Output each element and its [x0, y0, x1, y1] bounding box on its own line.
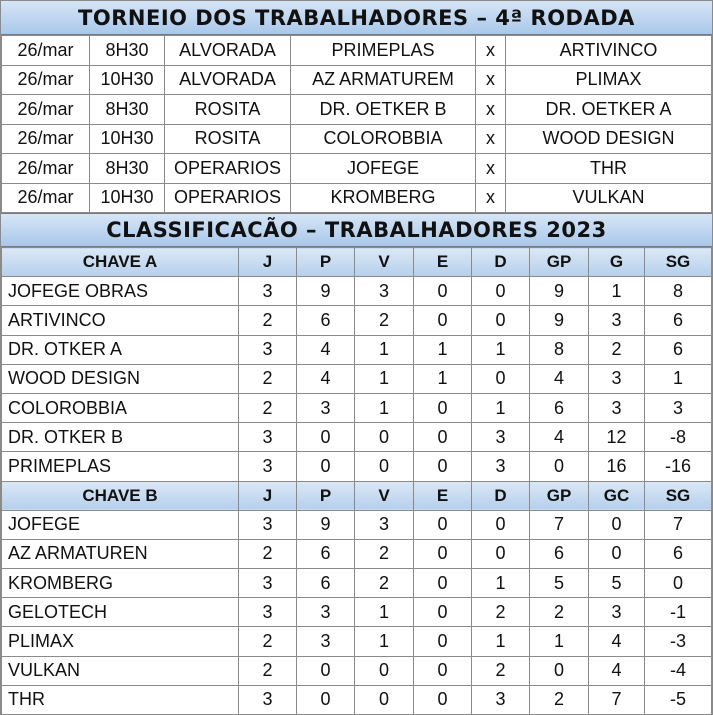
stat-cell: 0: [414, 627, 472, 656]
stat-cell: 1: [355, 364, 414, 393]
column-header: GC: [589, 481, 645, 510]
stat-cell: 0: [297, 656, 355, 685]
team-name: DR. OTKER A: [2, 335, 239, 364]
stat-cell: 2: [472, 598, 530, 627]
column-header: D: [472, 248, 530, 277]
stat-cell: 6: [530, 393, 589, 422]
classification-title: CLASSIFICACÃO – TRABALHADORES 2023: [1, 213, 712, 247]
match-row: [2, 154, 712, 184]
column-header: P: [297, 481, 355, 510]
match-away-team: DR. OETKER A: [506, 95, 712, 125]
column-header: V: [355, 248, 414, 277]
stat-cell: 0: [355, 452, 414, 481]
stat-cell: 0: [414, 393, 472, 422]
match-home-team: AZ ARMATUREM: [291, 65, 476, 95]
group-header-row: [2, 481, 712, 510]
match-versus: x: [476, 36, 506, 66]
team-name: DR. OTKER B: [2, 423, 239, 452]
match-time: 8H30: [90, 36, 165, 66]
stat-cell: 6: [297, 306, 355, 335]
team-name: KROMBERG: [2, 569, 239, 598]
group-name: CHAVE A: [2, 248, 239, 277]
standings-row: [2, 656, 712, 685]
standings-row: [2, 569, 712, 598]
match-date: 26/mar: [2, 65, 90, 95]
team-name: JOFEGE: [2, 510, 239, 539]
stat-cell: 16: [589, 452, 645, 481]
match-versus: x: [476, 95, 506, 125]
stat-cell: 0: [472, 510, 530, 539]
match-away-team: ARTIVINCO: [506, 36, 712, 66]
stat-cell: 2: [239, 627, 297, 656]
match-date: 26/mar: [2, 95, 90, 125]
standings-row: [2, 393, 712, 422]
stat-cell: -8: [645, 423, 712, 452]
stat-cell: 6: [645, 306, 712, 335]
stat-cell: 0: [589, 539, 645, 568]
match-versus: x: [476, 183, 506, 213]
match-venue: OPERARIOS: [165, 154, 291, 184]
team-name: VULKAN: [2, 656, 239, 685]
stat-cell: 0: [414, 539, 472, 568]
column-header: D: [472, 481, 530, 510]
team-name: ARTIVINCO: [2, 306, 239, 335]
stat-cell: 0: [414, 656, 472, 685]
stat-cell: 2: [530, 685, 589, 714]
stat-cell: 2: [355, 569, 414, 598]
match-home-team: KROMBERG: [291, 183, 476, 213]
match-date: 26/mar: [2, 36, 90, 66]
match-away-team: THR: [506, 154, 712, 184]
stat-cell: 6: [645, 539, 712, 568]
stat-cell: -4: [645, 656, 712, 685]
stat-cell: 4: [530, 364, 589, 393]
stat-cell: 2: [472, 656, 530, 685]
match-venue: ALVORADA: [165, 36, 291, 66]
stat-cell: 3: [589, 598, 645, 627]
stat-cell: 5: [530, 569, 589, 598]
stat-cell: 2: [530, 598, 589, 627]
stat-cell: 7: [645, 510, 712, 539]
team-name: COLOROBBIA: [2, 393, 239, 422]
standings-row: [2, 685, 712, 714]
match-time: 8H30: [90, 95, 165, 125]
stat-cell: 0: [414, 569, 472, 598]
stat-cell: 1: [645, 364, 712, 393]
stat-cell: 3: [589, 306, 645, 335]
stat-cell: 6: [645, 335, 712, 364]
stat-cell: 4: [297, 364, 355, 393]
tournament-title: TORNEIO DOS TRABALHADORES – 4ª RODADA: [1, 1, 712, 35]
stat-cell: -16: [645, 452, 712, 481]
match-venue: OPERARIOS: [165, 183, 291, 213]
stat-cell: 0: [472, 364, 530, 393]
stat-cell: 3: [355, 277, 414, 306]
stat-cell: 0: [355, 423, 414, 452]
stat-cell: 0: [472, 539, 530, 568]
stat-cell: -3: [645, 627, 712, 656]
column-header: SG: [645, 481, 712, 510]
match-row: [2, 36, 712, 66]
stat-cell: 9: [297, 510, 355, 539]
match-away-team: PLIMAX: [506, 65, 712, 95]
stat-cell: 0: [414, 510, 472, 539]
stat-cell: 3: [239, 277, 297, 306]
stat-cell: 1: [472, 335, 530, 364]
match-venue: ROSITA: [165, 95, 291, 125]
stat-cell: 0: [414, 452, 472, 481]
stat-cell: 0: [589, 510, 645, 539]
stat-cell: 1: [472, 569, 530, 598]
stat-cell: 4: [530, 423, 589, 452]
match-versus: x: [476, 154, 506, 184]
match-time: 8H30: [90, 154, 165, 184]
standings-table: [1, 247, 712, 715]
stat-cell: 3: [239, 452, 297, 481]
stat-cell: 2: [355, 306, 414, 335]
stat-cell: 1: [530, 627, 589, 656]
match-home-team: COLOROBBIA: [291, 124, 476, 154]
stat-cell: 2: [589, 335, 645, 364]
stat-cell: 3: [297, 393, 355, 422]
standings-row: [2, 423, 712, 452]
match-away-team: WOOD DESIGN: [506, 124, 712, 154]
stat-cell: 3: [472, 423, 530, 452]
stat-cell: 1: [355, 335, 414, 364]
column-header: GP: [530, 248, 589, 277]
stat-cell: 7: [589, 685, 645, 714]
stat-cell: 0: [355, 656, 414, 685]
stat-cell: 3: [239, 423, 297, 452]
column-header: G: [589, 248, 645, 277]
stat-cell: 0: [645, 569, 712, 598]
stat-cell: 2: [239, 393, 297, 422]
standings-row: [2, 539, 712, 568]
stat-cell: 1: [414, 364, 472, 393]
stat-cell: 0: [297, 452, 355, 481]
stat-cell: 6: [297, 569, 355, 598]
stat-cell: 4: [589, 656, 645, 685]
stat-cell: 0: [472, 277, 530, 306]
standings-row: [2, 335, 712, 364]
stat-cell: 1: [355, 598, 414, 627]
stat-cell: 6: [530, 539, 589, 568]
stat-cell: 3: [589, 364, 645, 393]
team-name: PLIMAX: [2, 627, 239, 656]
team-name: JOFEGE OBRAS: [2, 277, 239, 306]
stat-cell: 6: [297, 539, 355, 568]
match-row: [2, 65, 712, 95]
match-time: 10H30: [90, 183, 165, 213]
standings-row: [2, 510, 712, 539]
stat-cell: 0: [355, 685, 414, 714]
match-date: 26/mar: [2, 154, 90, 184]
stat-cell: 0: [414, 277, 472, 306]
standings-row: [2, 306, 712, 335]
stat-cell: 2: [355, 539, 414, 568]
stat-cell: 0: [414, 598, 472, 627]
stat-cell: 3: [297, 627, 355, 656]
team-name: WOOD DESIGN: [2, 364, 239, 393]
stat-cell: 1: [355, 627, 414, 656]
stat-cell: 3: [239, 685, 297, 714]
stat-cell: 2: [239, 656, 297, 685]
match-row: [2, 124, 712, 154]
column-header: SG: [645, 248, 712, 277]
column-header: E: [414, 481, 472, 510]
match-versus: x: [476, 65, 506, 95]
stat-cell: 1: [414, 335, 472, 364]
stat-cell: 2: [239, 539, 297, 568]
match-time: 10H30: [90, 124, 165, 154]
match-versus: x: [476, 124, 506, 154]
team-name: PRIMEPLAS: [2, 452, 239, 481]
stat-cell: 7: [530, 510, 589, 539]
stat-cell: 3: [239, 598, 297, 627]
match-date: 26/mar: [2, 183, 90, 213]
standings-row: [2, 277, 712, 306]
stat-cell: -1: [645, 598, 712, 627]
standings-row: [2, 627, 712, 656]
stat-cell: 9: [530, 306, 589, 335]
stat-cell: 3: [472, 685, 530, 714]
stat-cell: 0: [297, 423, 355, 452]
match-time: 10H30: [90, 65, 165, 95]
stat-cell: 3: [589, 393, 645, 422]
match-row: [2, 95, 712, 125]
stat-cell: 0: [414, 306, 472, 335]
column-header: GP: [530, 481, 589, 510]
column-header: E: [414, 248, 472, 277]
team-name: GELOTECH: [2, 598, 239, 627]
stat-cell: 3: [239, 335, 297, 364]
stat-cell: 9: [530, 277, 589, 306]
stat-cell: 8: [530, 335, 589, 364]
match-date: 26/mar: [2, 124, 90, 154]
match-home-team: DR. OETKER B: [291, 95, 476, 125]
column-header: P: [297, 248, 355, 277]
stat-cell: 9: [297, 277, 355, 306]
stat-cell: 1: [355, 393, 414, 422]
stat-cell: 0: [472, 306, 530, 335]
stat-cell: 4: [297, 335, 355, 364]
match-row: [2, 183, 712, 213]
stat-cell: 3: [645, 393, 712, 422]
match-venue: ROSITA: [165, 124, 291, 154]
stat-cell: 5: [589, 569, 645, 598]
standings-row: [2, 598, 712, 627]
team-name: AZ ARMATUREN: [2, 539, 239, 568]
stat-cell: -5: [645, 685, 712, 714]
match-home-team: JOFEGE: [291, 154, 476, 184]
stat-cell: 3: [355, 510, 414, 539]
match-away-team: VULKAN: [506, 183, 712, 213]
match-venue: ALVORADA: [165, 65, 291, 95]
stat-cell: 0: [530, 452, 589, 481]
stat-cell: 3: [239, 510, 297, 539]
match-home-team: PRIMEPLAS: [291, 36, 476, 66]
group-header-row: [2, 248, 712, 277]
stat-cell: 1: [472, 627, 530, 656]
stat-cell: 3: [297, 598, 355, 627]
stat-cell: 0: [414, 685, 472, 714]
column-header: J: [239, 481, 297, 510]
standings-row: [2, 452, 712, 481]
column-header: J: [239, 248, 297, 277]
stat-cell: 3: [239, 569, 297, 598]
stat-cell: 8: [645, 277, 712, 306]
stat-cell: 1: [589, 277, 645, 306]
team-name: THR: [2, 685, 239, 714]
stat-cell: 12: [589, 423, 645, 452]
matches-table: [1, 35, 712, 213]
stat-cell: 0: [530, 656, 589, 685]
stat-cell: 3: [472, 452, 530, 481]
stat-cell: 0: [414, 423, 472, 452]
stat-cell: 2: [239, 306, 297, 335]
group-name: CHAVE B: [2, 481, 239, 510]
stat-cell: 1: [472, 393, 530, 422]
column-header: V: [355, 481, 414, 510]
stat-cell: 2: [239, 364, 297, 393]
stat-cell: 4: [589, 627, 645, 656]
stat-cell: 0: [297, 685, 355, 714]
standings-row: [2, 364, 712, 393]
